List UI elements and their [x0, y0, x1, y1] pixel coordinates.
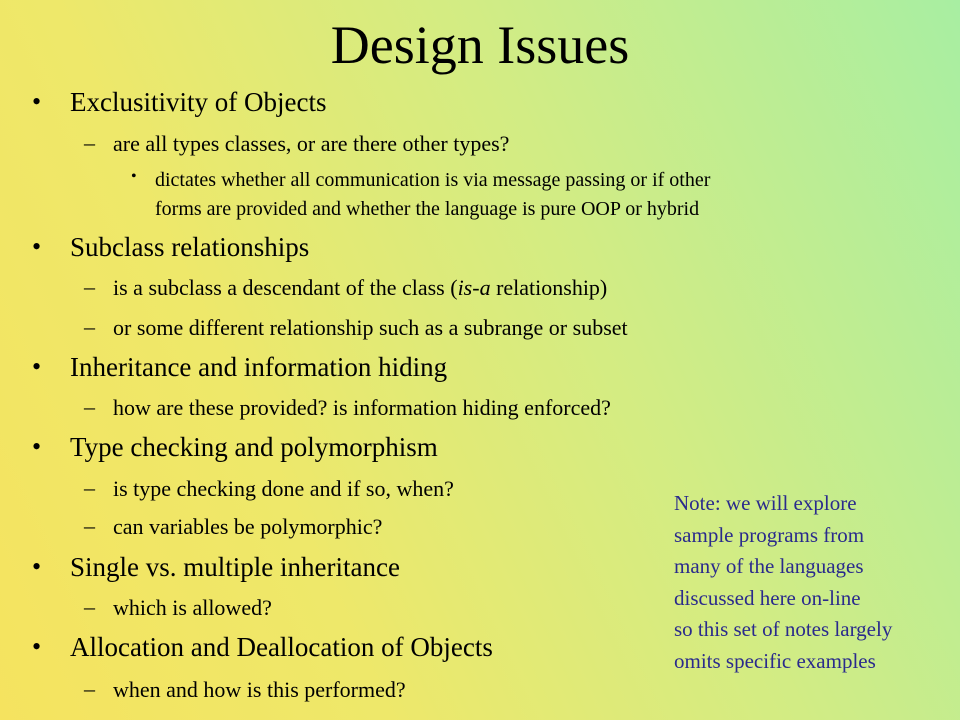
dash-mark: –	[84, 394, 95, 419]
note-line: so this set of notes largely	[674, 617, 893, 641]
note-line: many of the languages	[674, 554, 864, 578]
sub-bullet-mark: •	[131, 168, 137, 185]
side-note	[674, 488, 956, 677]
note-line: discussed here on-line	[674, 585, 861, 610]
bullet-single-vs-multiple: Single vs. multiple inheritance	[70, 552, 400, 582]
sub-item-which-allowed: which is allowed?	[113, 595, 272, 620]
note-line: Note: we will explore	[674, 491, 857, 515]
sub-item-descendant	[113, 274, 607, 302]
bullet-type-checking: Type checking and polymorphism	[70, 432, 438, 462]
slide-title: Design Issues	[330, 15, 630, 75]
italic-term: is-a	[457, 275, 491, 300]
note-line: omits specific examples	[674, 648, 876, 673]
sub-item-when-how: when and how is this performed?	[113, 677, 406, 702]
detail-communication-line-2: forms are provided and whether the language is pure OOP or hybrid	[155, 198, 700, 220]
dash-mark: –	[84, 314, 95, 339]
bullet-mark: •	[32, 632, 42, 661]
dash-mark: –	[84, 130, 95, 155]
text-segment: is a subclass a descendant of the class (	[113, 275, 458, 300]
bullet-subclass-relationships: Subclass relationships	[70, 232, 310, 262]
bullet-mark: •	[32, 352, 42, 381]
sub-item-how-provided: how are these provided? is information hiding enforced?	[113, 395, 611, 420]
sub-item-different-relationship: or some different relationship such as a subrange or subset	[113, 315, 628, 340]
bullet-inheritance-hiding: Inheritance and information hiding	[70, 352, 448, 382]
sub-item-type-checking-done: is type checking done and if so, when?	[113, 476, 454, 501]
note-line: sample programs from	[674, 522, 865, 547]
detail-communication-line-1: dictates whether all communication is via message passing or if other	[155, 169, 711, 191]
bullet-allocation: Allocation and Deallocation of Objects	[70, 632, 493, 662]
bullet-mark: •	[32, 552, 42, 581]
bullet-mark: •	[32, 232, 42, 261]
bullet-mark: •	[32, 432, 42, 461]
dash-mark: –	[84, 594, 95, 619]
bullet-mark: •	[32, 87, 42, 116]
dash-mark: –	[84, 513, 95, 538]
bullet-exclusivity: Exclusitivity of Objects	[70, 87, 327, 117]
dash-mark: –	[84, 274, 95, 299]
dash-mark: –	[84, 676, 95, 701]
text-segment: relationship)	[490, 275, 608, 300]
dash-mark: –	[84, 475, 95, 500]
sub-item-polymorphic: can variables be polymorphic?	[113, 514, 383, 539]
sub-item-types-classes: are all types classes, or are there other types?	[113, 131, 510, 156]
